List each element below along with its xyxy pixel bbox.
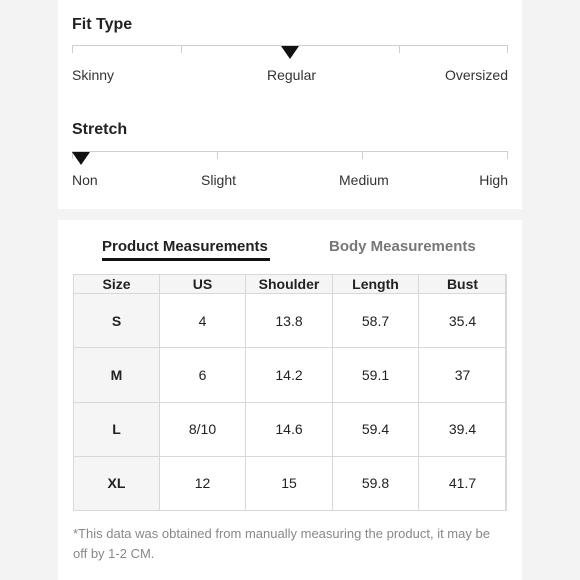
stretch-track bbox=[72, 151, 508, 152]
table-row bbox=[74, 294, 507, 348]
table-row bbox=[74, 348, 507, 402]
stretch-tick bbox=[217, 151, 218, 159]
size-cell: S bbox=[74, 294, 160, 348]
fit-type-tick bbox=[507, 45, 508, 53]
length-cell: 58.7 bbox=[333, 294, 419, 348]
table-scroll-edge bbox=[505, 274, 506, 511]
fit-type-tick bbox=[72, 45, 73, 53]
bust-cell: 37 bbox=[419, 348, 507, 402]
fit-type-label-regular: Regular bbox=[267, 67, 317, 83]
size-cell: XL bbox=[74, 456, 160, 510]
fit-type-label-oversized: Oversized bbox=[444, 67, 508, 83]
shoulder-cell: 15 bbox=[246, 456, 333, 510]
header-us: US bbox=[160, 275, 246, 294]
bust-cell: 41.7 bbox=[419, 456, 507, 510]
fit-type-marker-icon bbox=[281, 46, 299, 59]
shoulder-cell: 14.2 bbox=[246, 348, 333, 402]
bust-cell: 35.4 bbox=[419, 294, 507, 348]
stretch-title: Stretch bbox=[72, 121, 128, 138]
size-cell: L bbox=[74, 402, 160, 456]
header-length: Length bbox=[333, 275, 419, 294]
us-cell: 6 bbox=[160, 348, 246, 402]
us-cell: 8/10 bbox=[160, 402, 246, 456]
measurement-disclaimer: *This data was obtained from manually measuring the product, it may be off by 1-2 CM. bbox=[73, 526, 490, 561]
fit-type-scale bbox=[72, 45, 508, 53]
measurements-panel bbox=[58, 220, 522, 580]
table-row bbox=[74, 402, 507, 456]
us-cell: 12 bbox=[160, 456, 246, 510]
stretch-scale bbox=[72, 151, 508, 159]
bust-cell: 39.4 bbox=[419, 402, 507, 456]
stretch-label-medium: Medium bbox=[339, 172, 389, 188]
measurements-table bbox=[73, 274, 507, 511]
shoulder-cell: 13.8 bbox=[246, 294, 333, 348]
length-cell: 59.1 bbox=[333, 348, 419, 402]
header-size: Size bbox=[74, 275, 160, 294]
fit-type-tick bbox=[181, 45, 182, 53]
stretch-label-non: Non bbox=[72, 172, 98, 188]
table-header-row bbox=[74, 275, 507, 294]
tab-product-measurements[interactable]: Product Measurements bbox=[102, 238, 268, 255]
stretch-tick bbox=[507, 151, 508, 159]
us-cell: 4 bbox=[160, 294, 246, 348]
size-attributes-panel bbox=[58, 0, 522, 209]
length-cell: 59.8 bbox=[333, 456, 419, 510]
size-cell: M bbox=[74, 348, 160, 402]
fit-type-title: Fit Type bbox=[72, 16, 133, 33]
fit-type-label-skinny: Skinny bbox=[72, 67, 115, 83]
stretch-label-slight: Slight bbox=[201, 172, 237, 188]
length-cell: 59.4 bbox=[333, 402, 419, 456]
shoulder-cell: 14.6 bbox=[246, 402, 333, 456]
stretch-marker-icon bbox=[72, 152, 90, 165]
stretch-tick bbox=[362, 151, 363, 159]
header-shoulder: Shoulder bbox=[246, 275, 333, 294]
table-row bbox=[74, 456, 507, 510]
header-bust: Bust bbox=[419, 275, 507, 294]
active-tab-indicator bbox=[102, 258, 270, 261]
stretch-label-high: High bbox=[479, 172, 508, 188]
fit-type-tick bbox=[399, 45, 400, 53]
tab-body-measurements[interactable]: Body Measurements bbox=[329, 238, 476, 255]
